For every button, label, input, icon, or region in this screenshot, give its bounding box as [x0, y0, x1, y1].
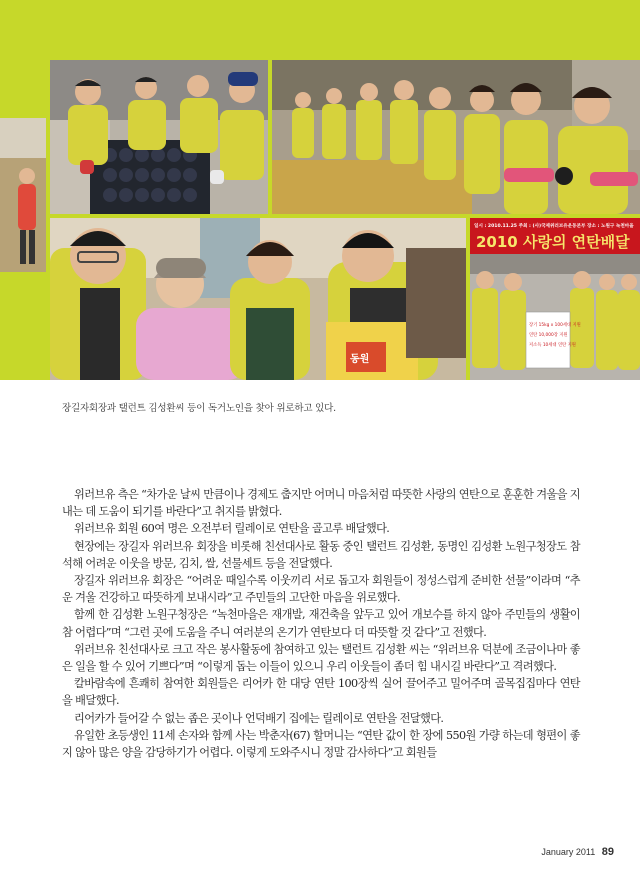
- paragraph: 장길자 위러브유 회장은 “어려운 때일수록 이웃끼리 서로 돕고자 회원들이 정성스럽게 준비한 선물”이라며 “추운 겨울 건강하고 따뜻하게 보내시라”고 주민들의 고단한 마음을 위로했다.: [62, 574, 580, 605]
- paragraph: 위러브유 회원 60여 명은 오전부터 릴레이로 연탄을 골고루 배달했다.: [74, 522, 390, 536]
- page-footer: [541, 846, 614, 858]
- paragraph: 현장에는 장길자 위러브유 회장을 비롯해 친선대사로 활동 중인 탤런트 김성환, 동명인 김성환 노원구청장도 참석해 어려운 이웃을 방문, 김치, 쌀, 선물세트 등을 전달했다.: [62, 539, 580, 570]
- photo-briquette-relay: [50, 60, 268, 214]
- gift-box-label: 동원: [350, 354, 370, 365]
- photo-elderly-visit: [50, 218, 466, 380]
- paragraph: 위러브유 친선대사로 크고 작은 봉사활동에 참여하고 있는 탤런트 김성환 씨는 “위러브유 덕분에 조금이나마 좋은 일을 할 수 있어 기쁘다”며 “이렇게 돕는 이들이 있으니 우리 이웃들이 좀더 힘 내시길 바란다”고 격려했다.: [62, 642, 580, 674]
- top-color-band: [0, 0, 640, 58]
- article-body: [62, 486, 580, 761]
- photo-group-banner: [470, 218, 640, 380]
- paragraph: 함께 한 김성환 노원구청장은 “녹천마을은 재개발, 재건축을 앞두고 있어 개보수를 하지 않아 주민들의 생활이 참 어렵다”며 “그런 곳에 도움을 주니 여러분의 온기가 연탄보다 더 따뜻할 것 같다”고 전했다.: [62, 608, 580, 639]
- photo-caption: 장길자회장과 탤런트 김성환씨 등이 독거노인을 찾아 위로하고 있다.: [62, 403, 336, 414]
- page-number: 89: [601, 846, 614, 858]
- paragraph: 위러브유 측은 “차가운 날씨 만큼이나 경제도 춥지만 어머니 마음처럼 따뜻한 사랑의 연탄으로 훈훈한 겨울을 지내는 데 도움이 되기를 바란다”고 취지를 밝혔다.: [62, 488, 580, 519]
- banner-small-text: 일시 : 2010.11.25 주최 : (사)국제위러브유운동본부 장소 : 노원구 녹천마을: [474, 224, 634, 229]
- paragraph: 칼바람속에 흔쾌히 참여한 회원들은 리어카 한 대당 연탄 100장씩 실어 끌어주고 밀어주며 골목집집마다 연탄을 배달했다.: [62, 677, 580, 708]
- paragraph: 리어카가 들어갈 수 없는 좁은 곳이나 언덕배기 집에는 릴레이로 연탄을 전달했다.: [74, 711, 444, 725]
- issue-label: January 2011: [541, 847, 596, 857]
- paragraph: 유일한 초등생인 11세 손자와 함께 사는 박춘자(67) 할머니는 “연탄 값이 한 장에 550원 가량 하는데 형편이 좋지 않아 많은 양을 감당하기가 어렵다. 이렇게 도와주시니 정말 감사하다”고 회원들: [62, 728, 580, 760]
- banner-headline: 2010 사랑의 연탄배달: [476, 233, 630, 251]
- photo-left-strip: [0, 118, 46, 272]
- sign-line-2: 연탄 10,000장 지원: [529, 333, 568, 338]
- photo-collage: [0, 58, 640, 380]
- sign-line-3: 저소득 10세대 연탄 지원: [529, 343, 576, 348]
- photo-volunteer-line: [272, 60, 640, 214]
- sign-line-1: 장기 15kg x 100세대 지원: [529, 323, 581, 328]
